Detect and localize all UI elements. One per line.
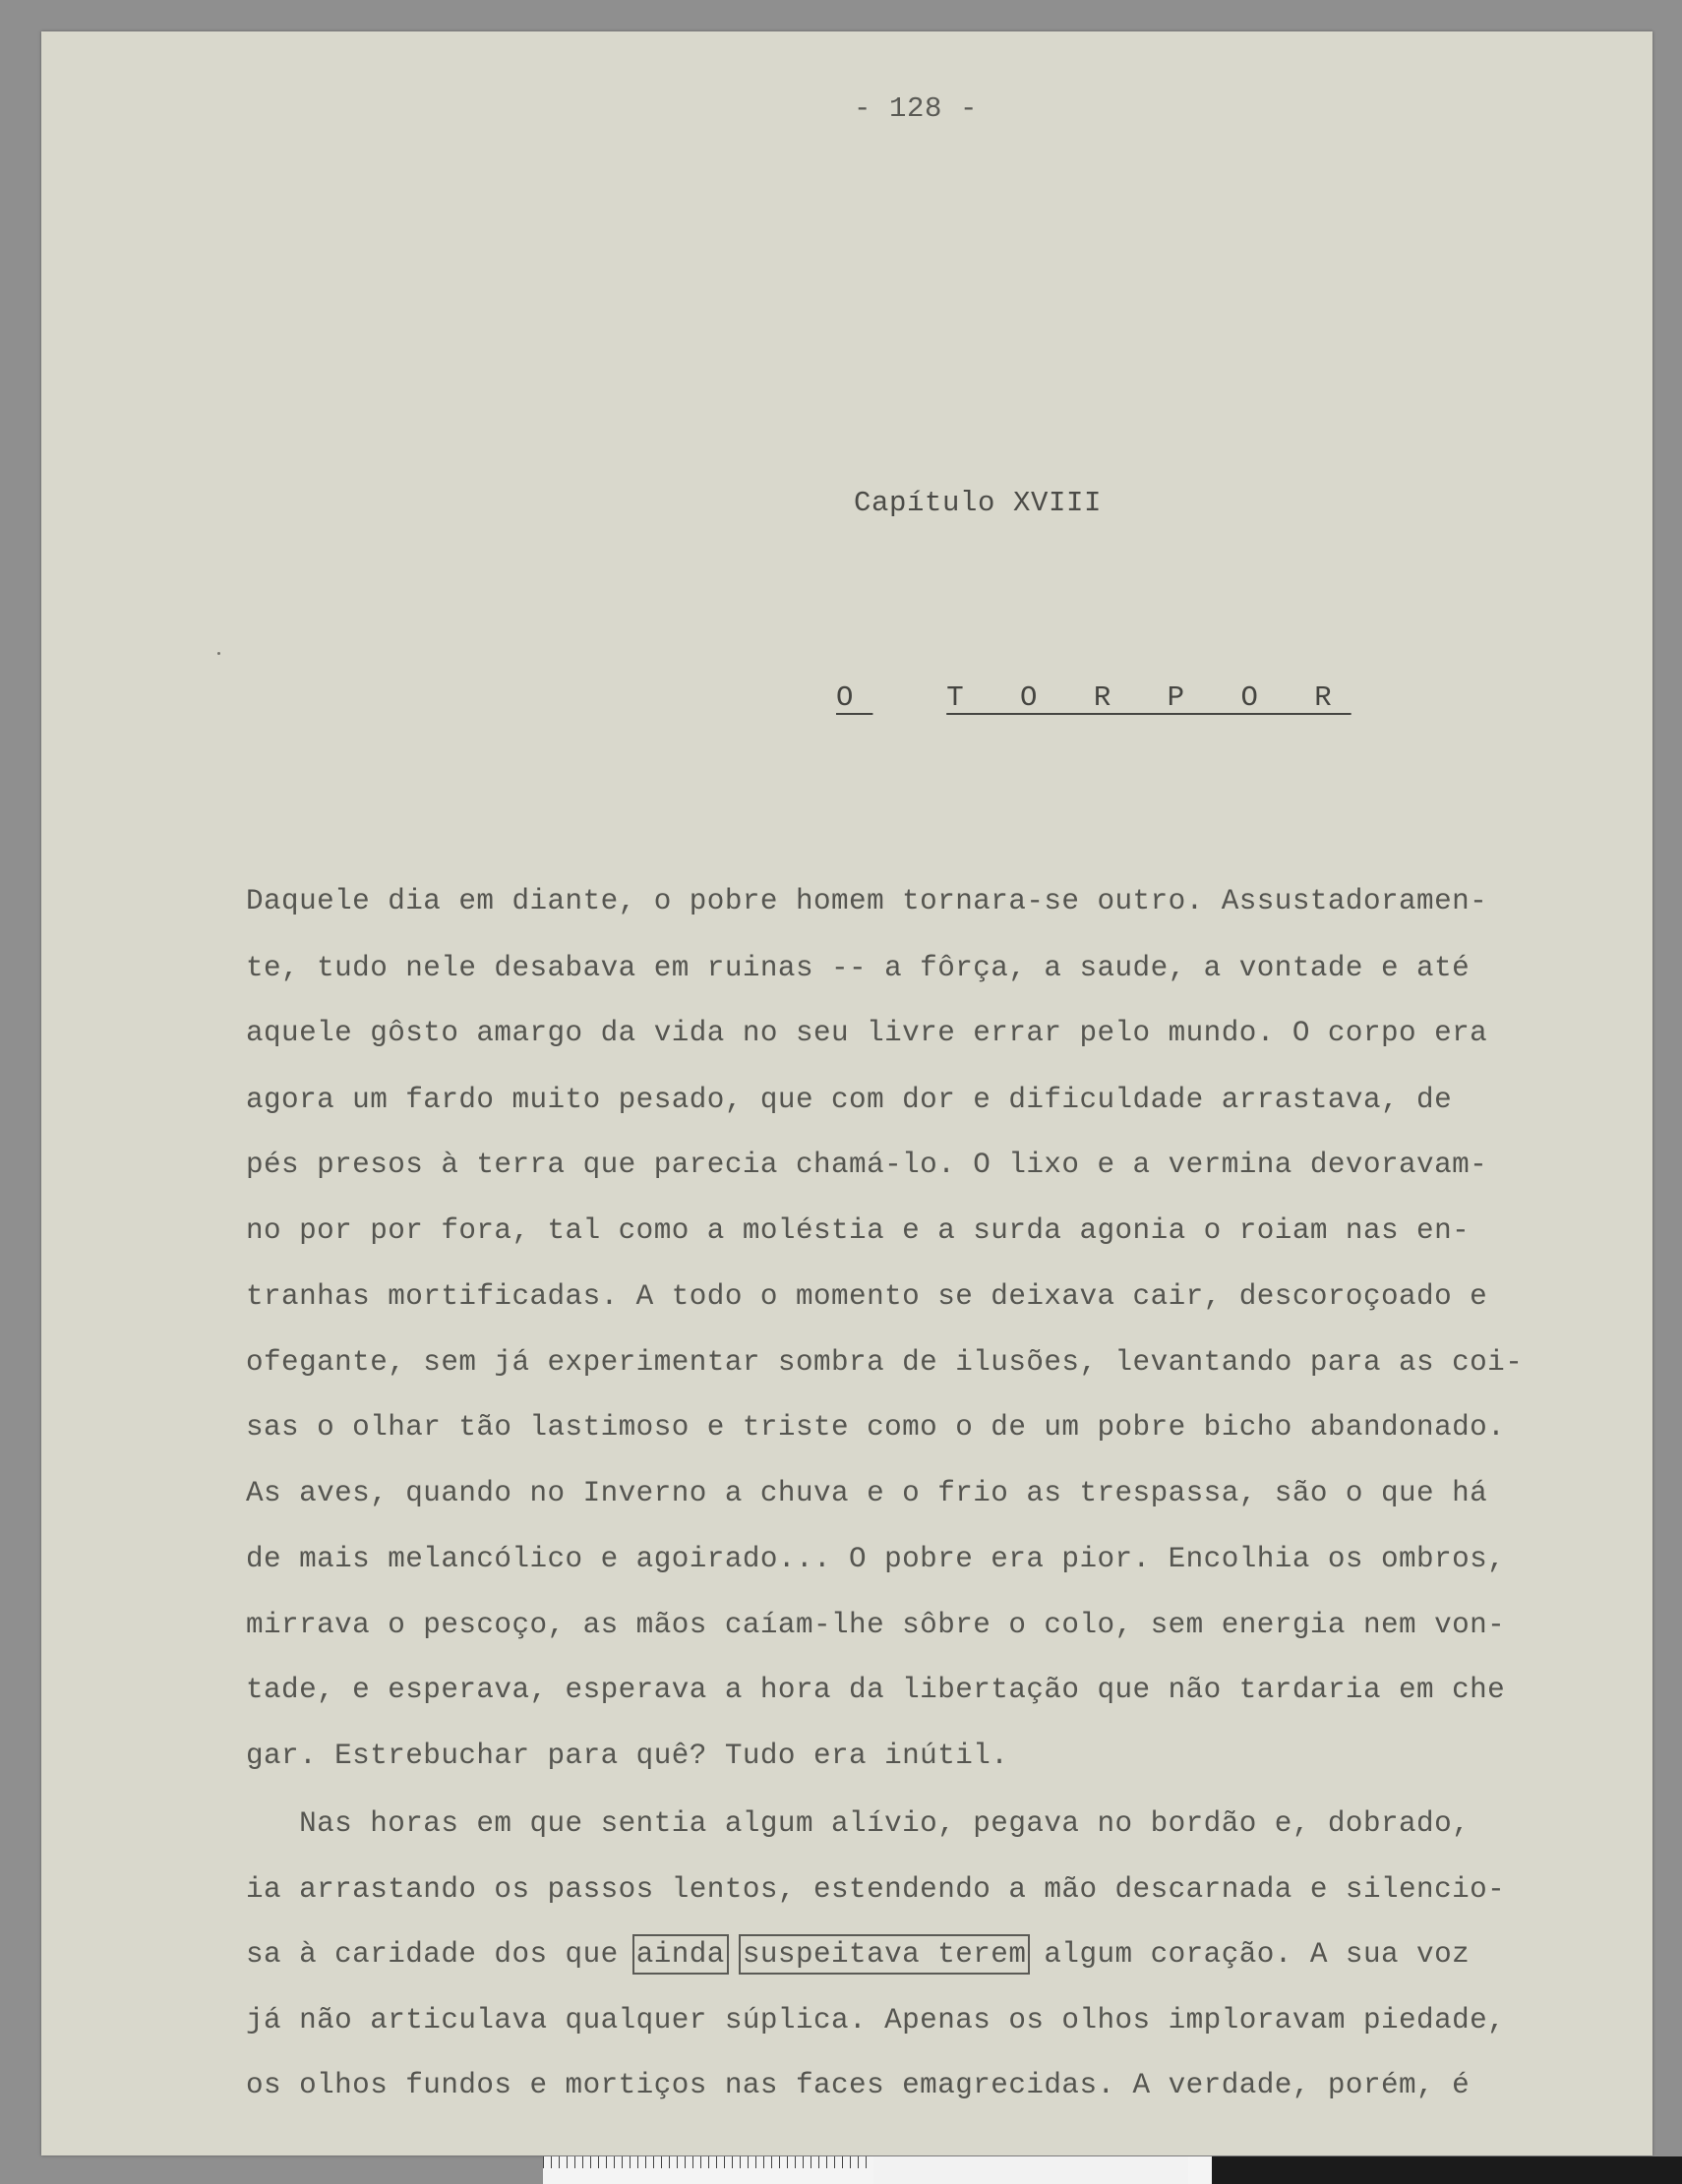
body-line-text: te, tudo nele desabava em ruinas -- a fôrça, a saude, a vontade e até — [246, 952, 1471, 984]
body-line-text: algum coração. A sua voz — [1026, 1938, 1471, 1971]
body-line-text: ia arrastando os passos lentos, estendendo a mão descarnada e silencio- — [246, 1873, 1506, 1906]
body-line-text: ofegante, sem já experimentar sombra de ilusões, levantando para as coi- — [246, 1346, 1524, 1379]
body-line-text: tade, e esperava, esperava a hora da libertação que não tardaria em che — [246, 1674, 1506, 1706]
body-line — [246, 954, 1470, 982]
ruler-segment-white-small — [1188, 2156, 1212, 2184]
body-line-text: os olhos fundos e mortiços nas faces emagrecidas. A verdade, porém, é — [246, 2069, 1471, 2101]
body-line-text: já não articulava qualquer súplica. Apenas os olhos imploravam piedade, — [246, 2004, 1506, 2036]
body-line — [246, 1151, 1487, 1179]
body-line — [246, 1741, 1008, 1770]
boxed-phrase: suspeitava terem — [742, 1938, 1027, 1971]
body-line — [246, 1676, 1505, 1704]
body-line-text: tranhas mortificadas. A todo o momento se deixava cair, descoroçoado e — [246, 1280, 1488, 1313]
ruler-segment-black — [1212, 2156, 1682, 2184]
body-line-text: aquele gôsto amargo da vida no seu livre errar pelo mundo. O corpo era — [246, 1017, 1488, 1049]
section-title-word-1: O — [836, 681, 873, 714]
body-line-text: sas o olhar tão lastimoso e triste como o de um pobre bicho abandonado. — [246, 1411, 1506, 1444]
section-title-word-2: T O R P O R — [946, 681, 1352, 714]
body-line-text: Daquele dia em diante, o pobre homem tornara-se outro. Assustadoramen- — [246, 885, 1488, 917]
body-line-text: de mais melancólico e agoirado... O pobre era pior. Encolhia os ombros, — [246, 1543, 1506, 1575]
page-number: - 128 - — [854, 92, 979, 125]
body-line — [246, 1086, 1452, 1114]
body-line — [246, 1216, 1470, 1245]
body-line — [246, 1611, 1505, 1639]
body-line-text: As aves, quando no Inverno a chuva e o frio as trespassa, são o que há — [246, 1477, 1488, 1509]
body-line-text: mirrava o pescoço, as mãos caíam-lhe sôbre o colo, sem energia nem von- — [246, 1609, 1506, 1641]
body-line — [246, 1545, 1505, 1573]
body-line — [246, 2006, 1505, 2035]
body-line-text: no por por fora, tal como a moléstia e a surda agonia o roiam nas en- — [246, 1214, 1471, 1247]
body-line-text: Nas horas em que sentia algum alívio, pegava no bordão e, dobrado, — [246, 1807, 1471, 1840]
body-line-text: gar. Estrebuchar para quê? Tudo era inútil. — [246, 1740, 1009, 1772]
body-line — [246, 1413, 1505, 1442]
body-line — [246, 1809, 1470, 1838]
body-line — [246, 1875, 1505, 1904]
section-title — [836, 683, 1352, 712]
body-line-text: sa à caridade dos que — [246, 1938, 636, 1971]
body-line — [246, 1348, 1523, 1377]
body-line — [246, 1019, 1487, 1047]
body-line — [246, 2071, 1470, 2099]
body-line — [246, 1479, 1487, 1507]
scale-ruler — [543, 2156, 1682, 2184]
body-line-text — [725, 1938, 743, 1971]
body-line — [246, 1282, 1487, 1311]
body-line-text: pés presos à terra que parecia chamá-lo. O lixo e a vermina devoravam- — [246, 1149, 1488, 1181]
boxed-word: ainda — [635, 1938, 725, 1971]
chapter-title: Capítulo XVIII — [854, 487, 1103, 519]
paper-speck — [217, 652, 220, 655]
body-line-text: agora um fardo muito pesado, que com dor e dificuldade arrastava, de — [246, 1084, 1453, 1116]
ruler-segment-white — [543, 2156, 873, 2184]
body-line — [246, 1940, 1470, 1969]
ruler-segment-light — [873, 2156, 1188, 2184]
body-line — [246, 887, 1487, 915]
